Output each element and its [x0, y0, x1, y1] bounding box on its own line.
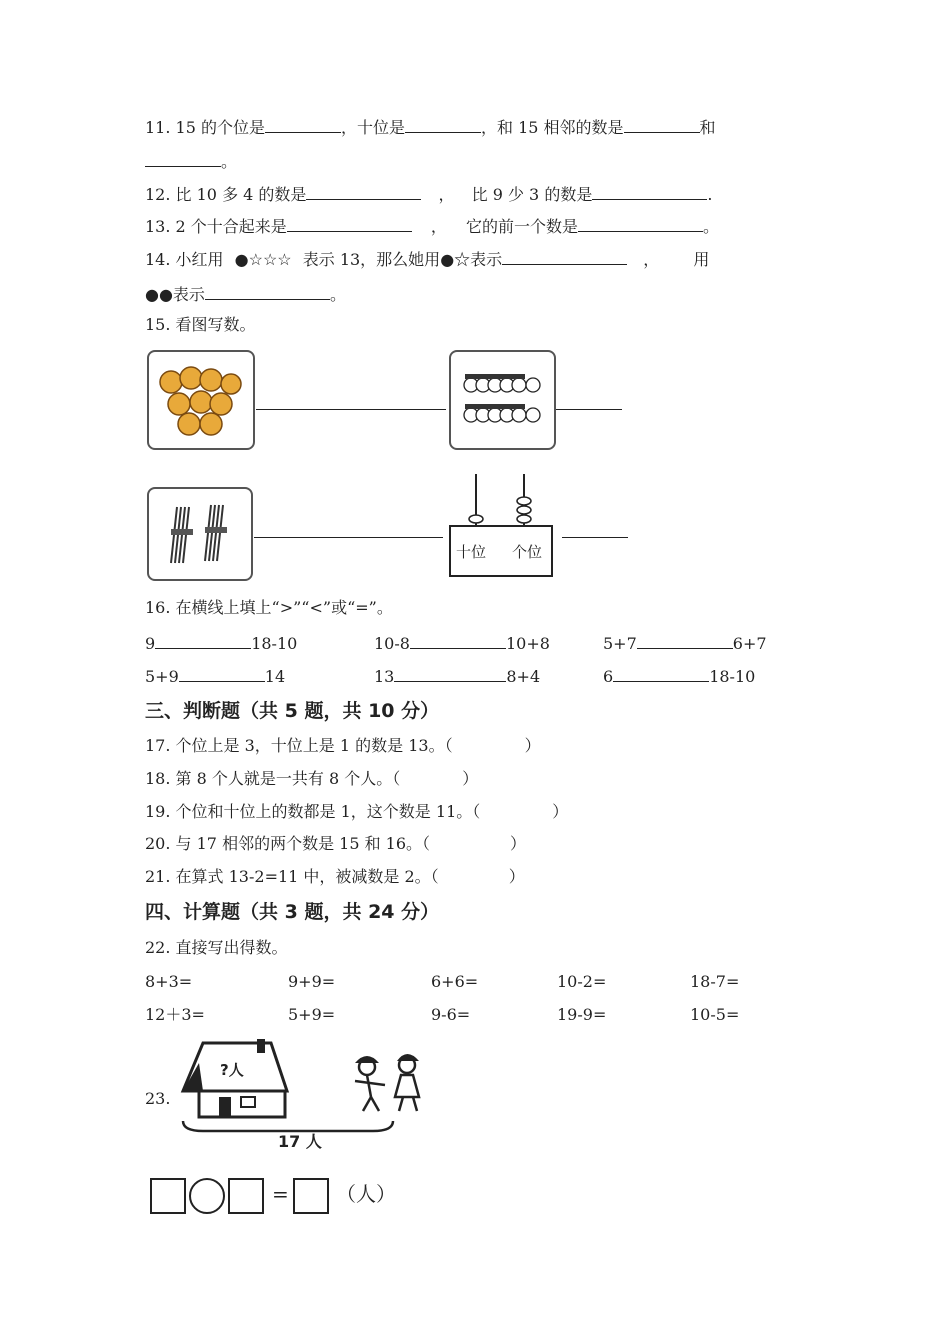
walnuts-picture [147, 350, 255, 450]
answer-blank[interactable] [306, 184, 421, 200]
answer-line[interactable] [256, 409, 446, 410]
answer-blank[interactable] [502, 249, 627, 265]
answer-blank[interactable] [613, 666, 709, 682]
calc-item: 19-9= [557, 1005, 607, 1024]
walnut-icon [149, 352, 253, 448]
answer-blank[interactable] [410, 633, 506, 649]
judge-item: 21. 在算式 13-2=11 中，被减数是 2。（ ） [145, 867, 525, 886]
section-4-heading: 四、计算题（共 3 题，共 24 分） [145, 901, 440, 923]
answer-line[interactable] [254, 537, 443, 538]
question-23-number: 23. [145, 1089, 171, 1108]
answer-blank[interactable] [179, 666, 265, 682]
calc-item: 12＋3= [145, 1005, 205, 1024]
question-15-title: 15. 看图写数。 [145, 315, 256, 334]
judge-item: 19. 个位和十位上的数都是 1，这个数是 11。（ ） [145, 802, 569, 821]
question-11-cont: 。 [145, 151, 237, 172]
answer-blank[interactable] [205, 284, 330, 300]
compare-item: 5+7 6+7 [603, 634, 767, 653]
question-14: 14. 小红用 ●☆☆☆ 表示 13，那么她用●☆表示 ， 用 [145, 250, 710, 269]
abacus-tens-label: 十位 [456, 543, 487, 561]
answer-blank[interactable] [287, 216, 412, 232]
bead-star-symbols: ●☆☆☆ [234, 250, 292, 269]
answer-blank[interactable] [145, 151, 221, 167]
abacus-picture [448, 470, 556, 578]
stick-bundle-icon [149, 489, 251, 579]
answer-blank[interactable] [624, 117, 700, 133]
answer-blank[interactable] [592, 184, 707, 200]
compare-item: 5+9 14 [145, 667, 286, 686]
calc-item: 9+9= [288, 972, 336, 991]
bead-symbols: ●● [145, 285, 173, 304]
answer-blank[interactable] [394, 666, 506, 682]
compare-item: 6 18-10 [603, 667, 756, 686]
answer-blank[interactable] [405, 117, 481, 133]
question-22-title: 22. 直接写出得数。 [145, 938, 288, 957]
bead-star-symbols: ●☆ [440, 250, 471, 269]
answer-box[interactable] [228, 1178, 264, 1214]
apples-picture [449, 350, 556, 450]
calc-item: 10-5= [690, 1005, 740, 1024]
question-16-title: 16. 在横线上填上“>”“<”或“=”。 [145, 598, 393, 617]
answer-blank[interactable] [155, 633, 251, 649]
question-12: 12. 比 10 多 4 的数是 ， 比 9 少 3 的数是 . [145, 185, 713, 204]
answer-line[interactable] [562, 537, 628, 538]
calc-item: 10-2= [557, 972, 607, 991]
question-14-cont: ●●表示 。 [145, 285, 346, 304]
answer-blank[interactable] [265, 117, 341, 133]
judge-item: 18. 第 8 个人就是一共有 8 个人。（ ） [145, 769, 479, 788]
question-11: 11. 15 的个位是 ，十位是 ，和 15 相邻的数是 和 [145, 118, 716, 137]
calc-item: 5+9= [288, 1005, 336, 1024]
operator-circle[interactable] [189, 1178, 225, 1214]
compare-item: 9 18-10 [145, 634, 298, 653]
abacus-ones-label: 个位 [512, 543, 543, 561]
question-13: 13. 2 个十合起来是 ， 它的前一个数是 。 [145, 217, 720, 236]
calc-item: 9-6= [431, 1005, 471, 1024]
answer-blank[interactable] [578, 216, 703, 232]
calc-item: 8+3= [145, 972, 193, 991]
unit-label: （人） [336, 1182, 396, 1206]
judge-item: 20. 与 17 相邻的两个数是 15 和 16。（ ） [145, 834, 527, 853]
compare-item: 13 8+4 [374, 667, 541, 686]
section-3-heading: 三、判断题（共 5 题，共 10 分） [145, 700, 440, 722]
compare-item: 10-8 10+8 [374, 634, 550, 653]
calc-item: 6+6= [431, 972, 479, 991]
answer-line[interactable] [556, 409, 622, 410]
answer-blank[interactable] [637, 633, 733, 649]
total-people-label: 17 人 [278, 1132, 322, 1151]
equals-sign: = [272, 1182, 289, 1206]
sticks-picture [147, 487, 253, 581]
calc-item: 18-7= [690, 972, 740, 991]
judge-item: 17. 个位上是 3，十位上是 1 的数是 13。（ ） [145, 736, 541, 755]
answer-box[interactable] [150, 1178, 186, 1214]
house-question-label: ?人 [220, 1061, 244, 1079]
apple-icon [451, 352, 554, 448]
answer-box[interactable] [293, 1178, 329, 1214]
